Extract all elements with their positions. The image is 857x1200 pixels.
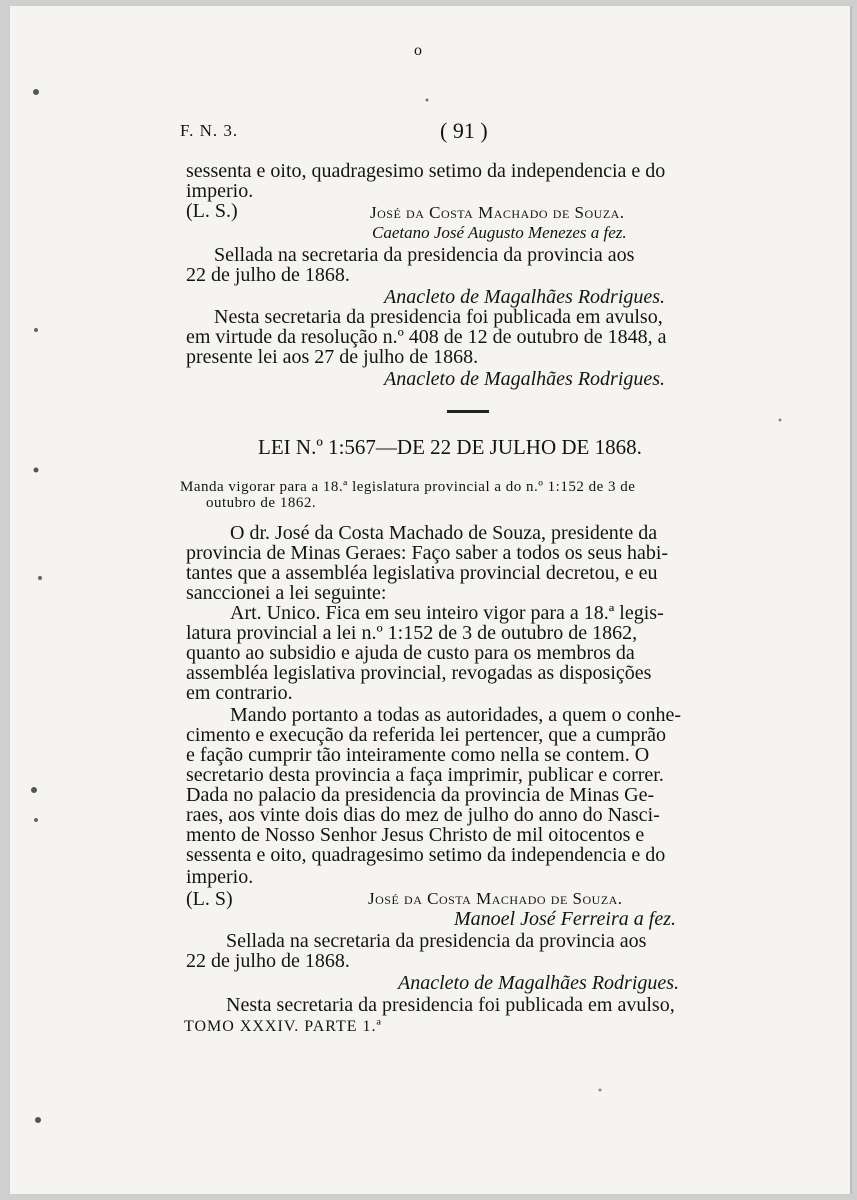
publication-line: presente lei aos 27 de julho de 1868.	[186, 346, 479, 368]
secretary-signature: Anacleto de Magalhães Rodrigues.	[384, 368, 666, 390]
law-title: LEI N.º 1:567—DE 22 DE JULHO DE 1868.	[258, 435, 642, 459]
sealed-date: 22 de julho de 1868.	[186, 950, 350, 972]
text-line: O dr. José da Costa Machado de Souza, presidente da	[230, 522, 658, 544]
publication-line: Nesta secretaria da presidencia foi publicada em avulso,	[214, 306, 663, 328]
publication-line: Nesta secretaria da presidencia foi publicada em avulso,	[226, 994, 675, 1016]
sealed-line: Sellada na secretaria da presidencia da provincia aos	[214, 244, 635, 266]
article-line: quanto ao subsidio e ajuda de custo para os membros da	[186, 642, 635, 664]
secretary-signature: Anacleto de Magalhães Rodrigues.	[384, 286, 666, 308]
text-line: imperio.	[186, 180, 254, 202]
text-line: imperio.	[186, 866, 254, 888]
text-line: sanccionei a lei seguinte:	[186, 582, 387, 604]
header-mark: o	[414, 42, 422, 59]
text-line: raes, aos vinte dois dias do mez de julho do anno do Nasci-	[186, 804, 660, 826]
text-line: sessenta e oito, quadragesimo setimo da independencia e do	[186, 844, 666, 866]
publication-line: em virtude da resolução n.º 408 de 12 de outubro de 1848, a	[186, 326, 667, 348]
law-summary: Manda vigorar para a 18.ª legislatura provincial a do n.º 1:152 de 3 de	[180, 479, 636, 495]
text-line: Mando portanto a todas as autoridades, a quem o conhe-	[230, 704, 681, 726]
text-line: tantes que a assembléa legislativa provincial decretou, e eu	[186, 562, 658, 584]
article-line: em contrario.	[186, 682, 293, 704]
text-line: sessenta e oito, quadragesimo setimo da independencia e do	[186, 160, 666, 182]
volume-footer: TOMO XXXIV. PARTE 1.ª	[184, 1018, 382, 1035]
clerk-line: Caetano José Augusto Menezes a fez.	[372, 223, 627, 242]
article-line: latura provincial a lei n.º 1:152 de 3 de outubro de 1862,	[186, 622, 638, 644]
clerk-line: Manoel José Ferreira a fez.	[454, 908, 676, 930]
text-line: cimento e execução da referida lei pertencer, que a cumprão	[186, 724, 667, 746]
text-line: secretario desta provincia a faça imprimir, publicar e correr.	[186, 764, 664, 786]
seal-mark: (L. S.)	[186, 200, 238, 222]
text-line: e fação cumprir tão inteiramente como nella se contem. O	[186, 744, 650, 766]
law-summary: outubro de 1862.	[206, 495, 317, 511]
text-line: provincia de Minas Geraes: Faço saber a todos os seus habi-	[186, 542, 669, 564]
signatory-name: José da Costa Machado de Souza.	[368, 889, 623, 908]
article-line: assembléa legislativa provincial, revogadas as disposições	[186, 662, 652, 684]
header-section-label: F. N. 3.	[180, 121, 239, 140]
sealed-line: Sellada na secretaria da presidencia da provincia aos	[226, 930, 647, 952]
signatory-name: José da Costa Machado de Souza.	[370, 203, 625, 222]
section-divider	[447, 410, 489, 413]
secretary-signature: Anacleto de Magalhães Rodrigues.	[398, 972, 680, 994]
text-line: Dada no palacio da presidencia da provincia de Minas Ge-	[186, 784, 655, 806]
sealed-date: 22 de julho de 1868.	[186, 264, 350, 286]
text-line: mento de Nosso Senhor Jesus Christo de mil oitocentos e	[186, 824, 645, 846]
article-line: Art. Unico. Fica em seu inteiro vigor para a 18.ª legis-	[230, 602, 664, 624]
page-number: ( 91 )	[440, 118, 488, 143]
seal-mark: (L. S)	[186, 888, 233, 910]
